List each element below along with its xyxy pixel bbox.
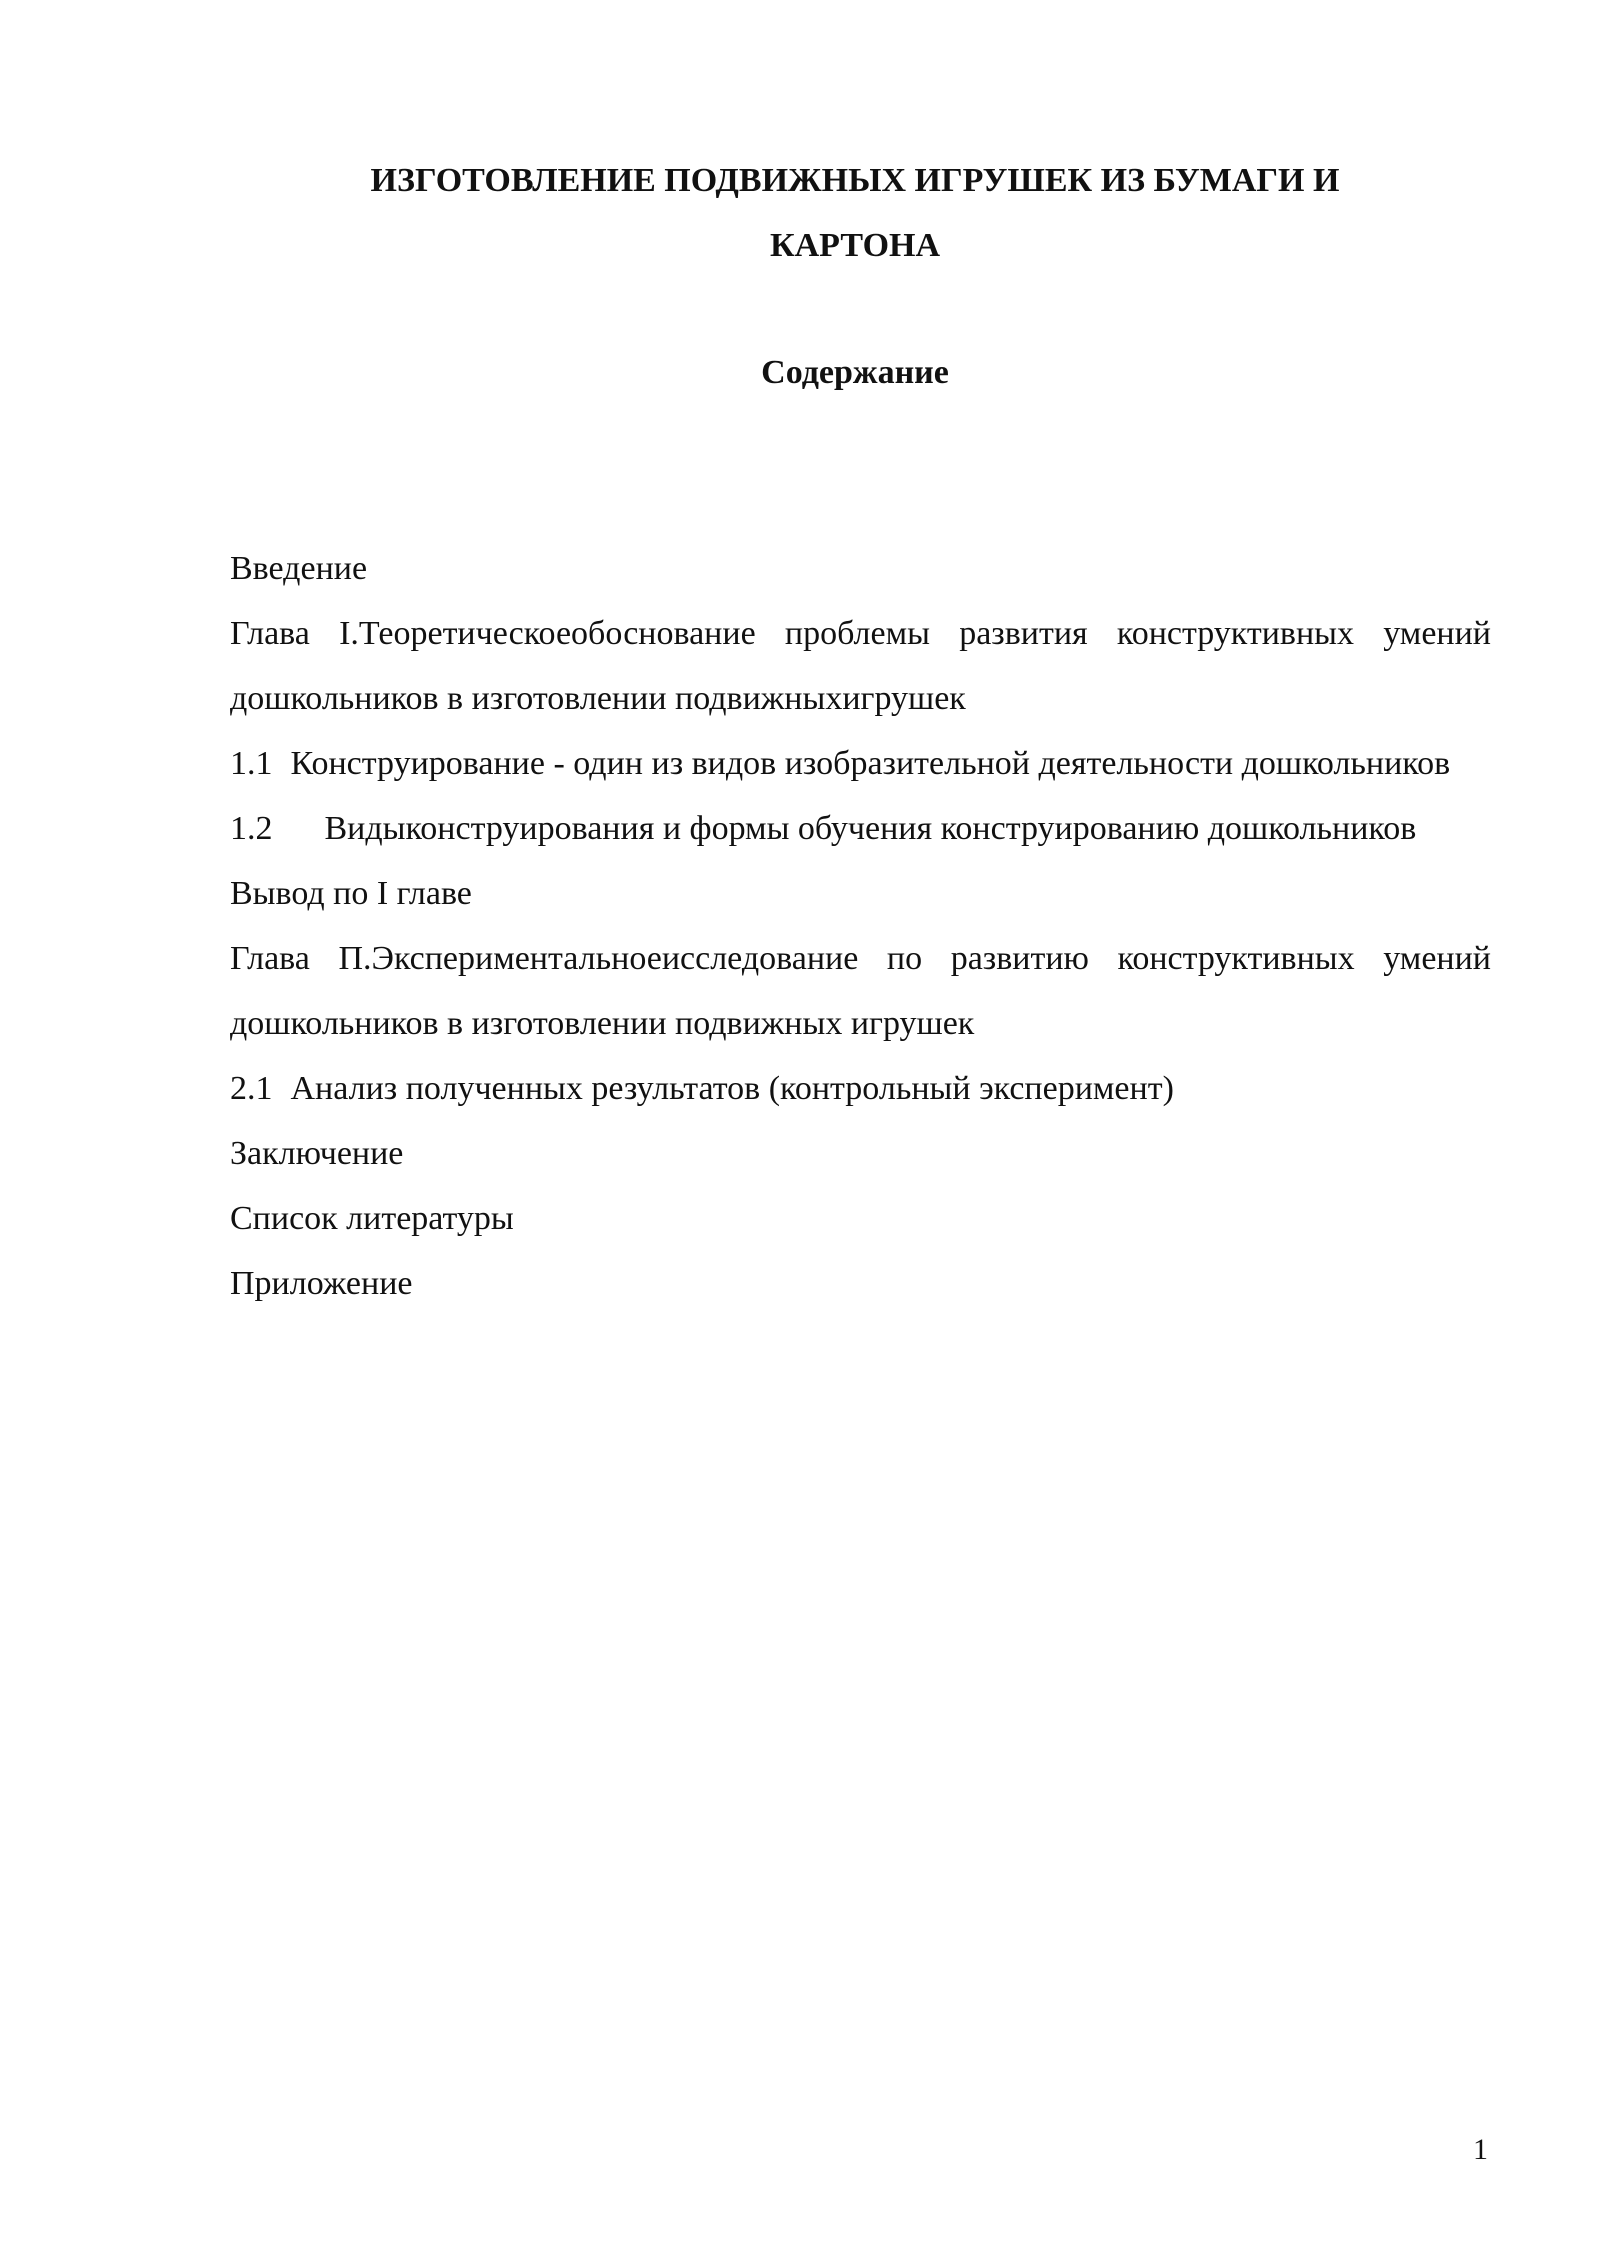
document-title xyxy=(230,148,1480,278)
toc-item-references xyxy=(230,1186,1491,1251)
table-of-contents xyxy=(230,536,1491,1316)
document-title-line-2: КАРТОНА xyxy=(769,227,941,264)
toc-item-appendix xyxy=(230,1251,1491,1316)
page-number: 1 xyxy=(1473,2133,1488,2166)
toc-item-number: 1.1 xyxy=(230,745,273,782)
toc-item-number: 1.2 xyxy=(230,810,273,847)
toc-item-text: Приложение xyxy=(230,1265,413,1302)
toc-item-chapter-1-conclusion xyxy=(230,861,1491,926)
toc-item-section-2-1 xyxy=(230,1056,1491,1121)
toc-item-section-1-1 xyxy=(230,731,1491,796)
toc-item-text: Список литературы xyxy=(230,1200,514,1237)
toc-item-number: 2.1 xyxy=(230,1070,273,1107)
toc-item-text: Конструирование - один из видов изобразительной деятельности дошкольников xyxy=(290,745,1451,782)
toc-item-introduction xyxy=(230,536,1491,601)
toc-item-section-1-2 xyxy=(230,796,1491,861)
toc-heading: Содержание xyxy=(761,354,949,391)
toc-item-text: Глава I.Теоретическоеобоснование проблемы развития конструктивных умений дошкольников в изготовлении подвижныхигрушек xyxy=(230,615,1491,717)
toc-item-chapter-2 xyxy=(230,926,1491,1056)
toc-item-conclusion xyxy=(230,1121,1491,1186)
toc-item-text: Видыконструирования и формы обучения конструированию дошкольников xyxy=(324,810,1417,847)
toc-item-text: Анализ полученных результатов (контрольный эксперимент) xyxy=(290,1070,1174,1107)
toc-item-text: Вывод по I главе xyxy=(230,875,472,912)
toc-item-text: Введение xyxy=(230,550,368,587)
toc-item-chapter-1 xyxy=(230,601,1491,731)
document-title-line-1: ИЗГОТОВЛЕНИЕ ПОДВИЖНЫХ ИГРУШЕК ИЗ БУМАГИ И xyxy=(370,162,1340,199)
toc-item-text: Заключение xyxy=(230,1135,404,1172)
toc-item-text: Глава П.Экспериментальноеисследование по развитию конструктивных умений дошкольников в изготовлении подвижных игрушек xyxy=(230,940,1491,1042)
